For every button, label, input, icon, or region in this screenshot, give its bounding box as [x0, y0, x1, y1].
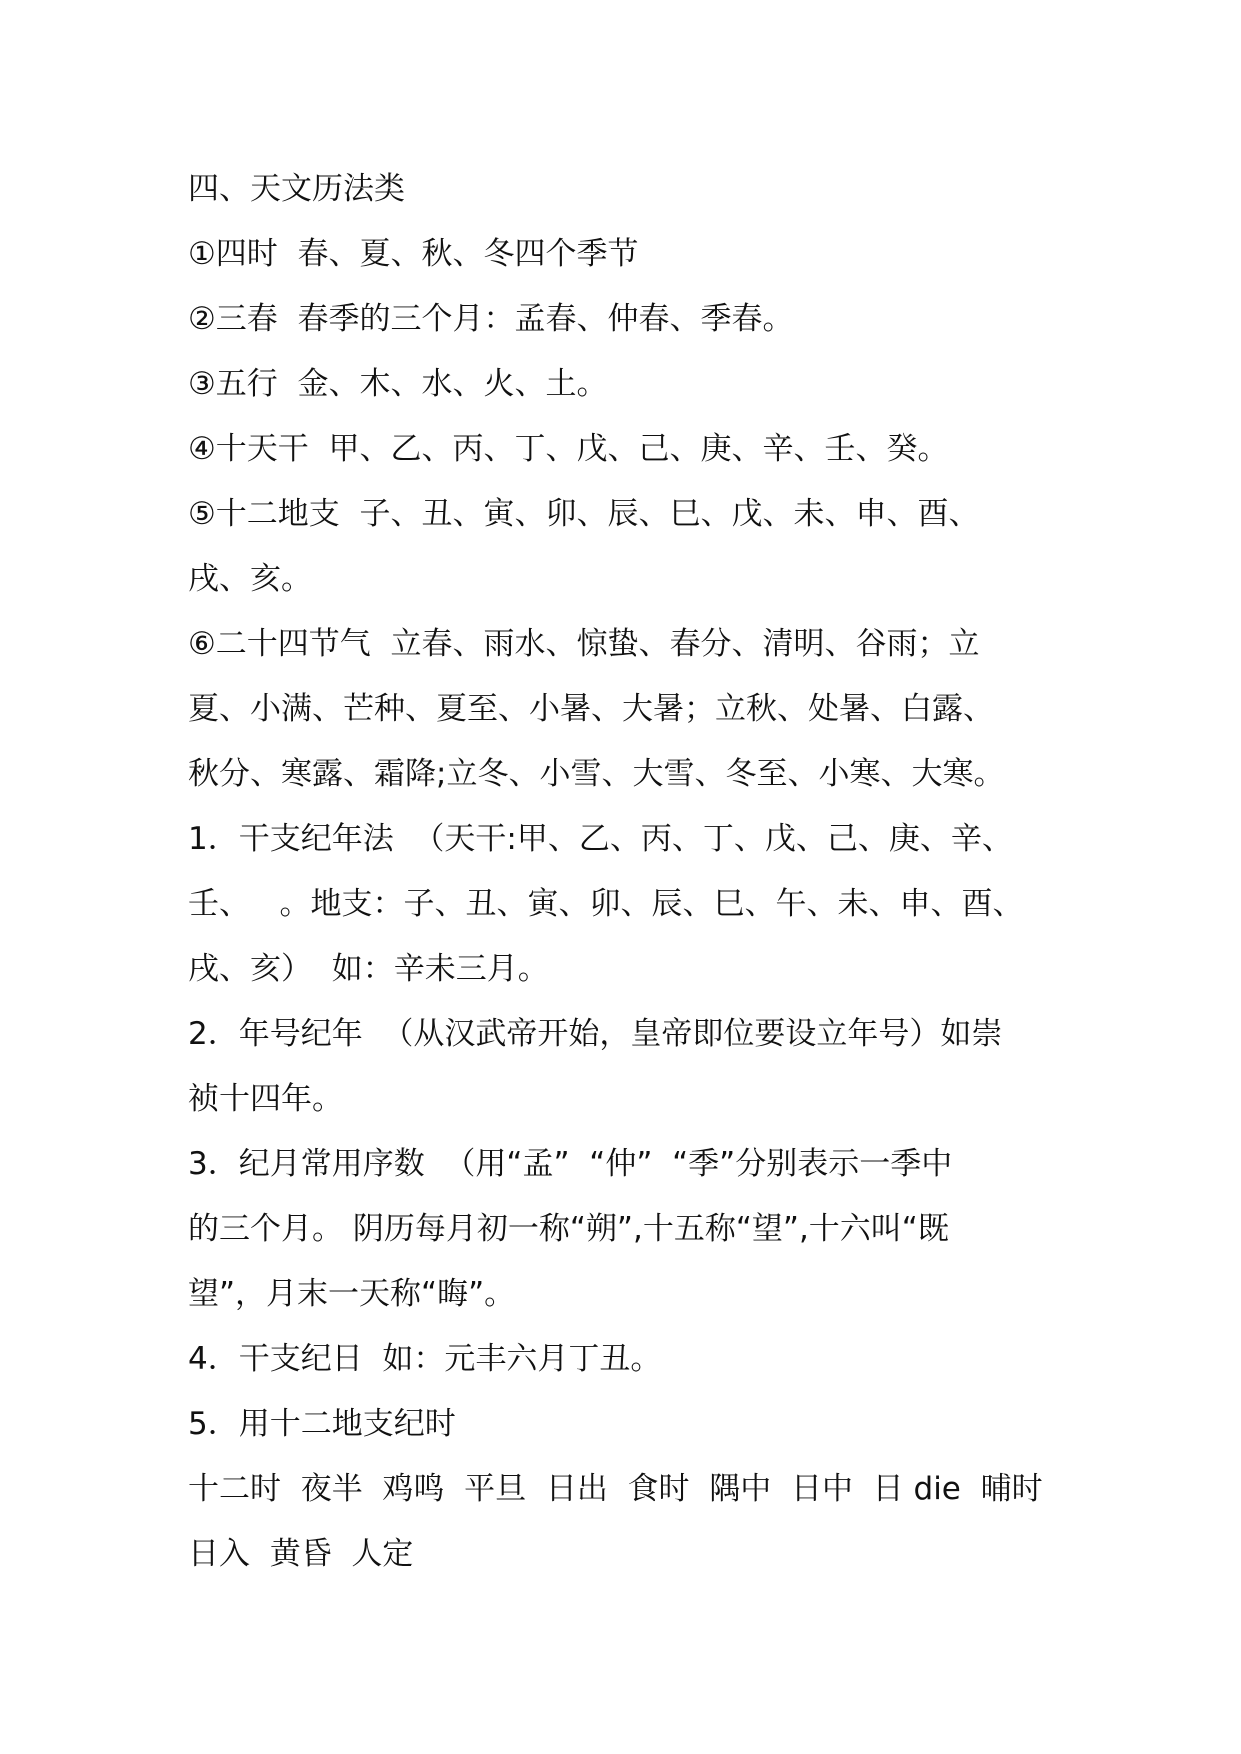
text-line: 戌、亥。 — [188, 561, 312, 597]
text-line: ③五行 金、木、水、火、土。 — [188, 366, 608, 402]
text-line: 戌、亥） 如：辛未三月。 — [188, 951, 549, 987]
document-body — [188, 157, 1068, 1587]
text-line: 4．干支纪日 如：元丰六月丁丑。 — [188, 1341, 662, 1377]
text-line: 壬、 。地支：子、丑、寅、卯、辰、巳、午、未、申、酉、 — [188, 886, 1024, 922]
text-line: ⑤十二地支 子、丑、寅、卯、辰、巳、戊、未、申、酉、 — [188, 496, 980, 532]
text-line: 日入 黄昏 人定 — [188, 1536, 414, 1572]
text-line: 2．年号纪年 （从汉武帝开始，皇帝即位要设立年号）如崇 — [188, 1016, 1003, 1052]
text-line: ⑥二十四节气 立春、雨水、惊蛰、春分、清明、谷雨；立 — [188, 626, 980, 662]
text-line: 秋分、寒露、霜降;立冬、小雪、大雪、冬至、小寒、大寒。 — [188, 756, 1005, 792]
text-line: 的三个月。 阴历每月初一称“朔”,十五称“望”,十六叫“既 — [188, 1211, 949, 1247]
text-line: 夏、小满、芒种、夏至、小暑、大暑；立秋、处暑、白露、 — [188, 691, 994, 727]
text-line: 3．纪月常用序数 （用“孟” “仲” “季”分别表示一季中 — [188, 1146, 953, 1182]
text-line: 祯十四年。 — [188, 1081, 343, 1117]
text-line: 望”，月末一天称“晦”。 — [188, 1276, 516, 1312]
text-line: 5．用十二地支纪时 — [188, 1406, 456, 1442]
text-line: ④十天干 甲、乙、丙、丁、戊、己、庚、辛、壬、癸。 — [188, 431, 949, 467]
text-line: ②三春 春季的三个月：孟春、仲春、季春。 — [188, 301, 794, 337]
text-line: 十二时 夜半 鸡鸣 平旦 日出 食时 隅中 日中 日 die 晡时 — [188, 1471, 1043, 1507]
text-line: ①四时 春、夏、秋、冬四个季节 — [188, 236, 639, 272]
section-heading: 四、天文历法类 — [188, 171, 405, 207]
text-line: 1．干支纪年法 （天干:甲、乙、丙、丁、戊、己、庚、辛、 — [188, 821, 1013, 857]
